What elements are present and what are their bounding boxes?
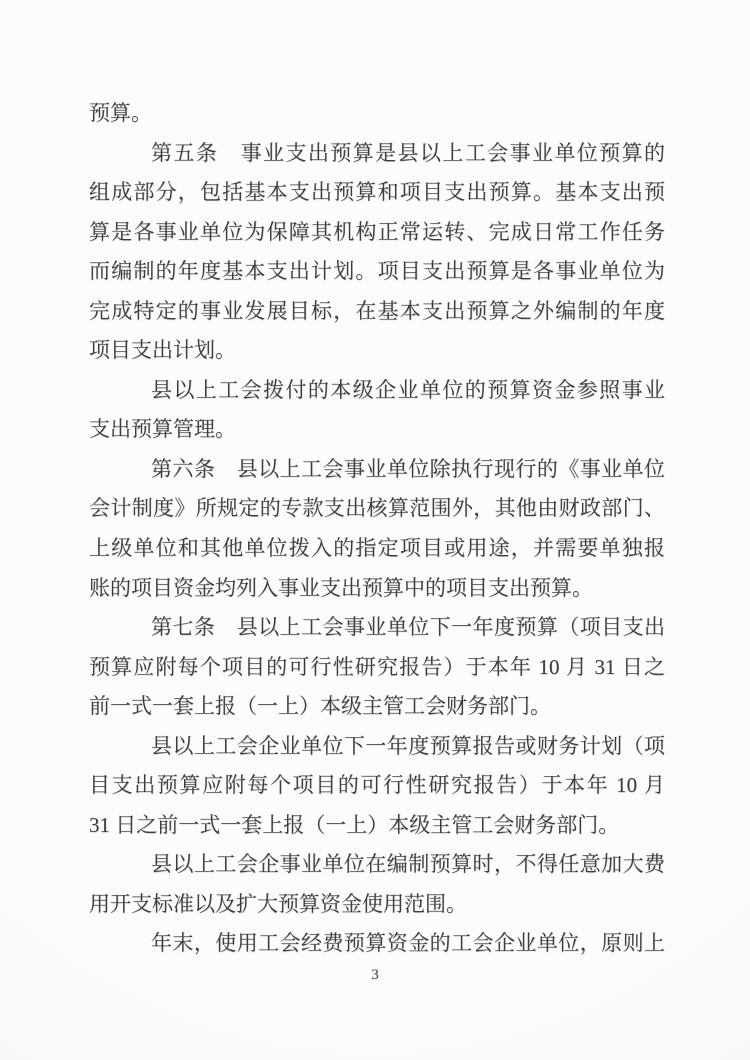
- text-line: 31 日之前一式一套上报（一上）本级主管工会财务部门。: [89, 812, 620, 837]
- text-line: 第六条 县以上工会事业单位除执行现行的《事业单位: [151, 456, 665, 481]
- text-line: 而编制的年度基本支出计划。项目支出预算是各事业单位为: [89, 259, 665, 284]
- document-text: [89, 94, 665, 964]
- text-line: 账的项目资金均列入事业支出预算中的项目支出预算。: [89, 575, 593, 600]
- text-line: 县以上工会拨付的本级企业单位的预算资金参照事业: [151, 377, 665, 402]
- text-line: 支出预算管理。: [89, 417, 236, 442]
- text-line: 目支出预算应附每个项目的可行性研究报告）于本年 10 月: [89, 773, 665, 798]
- text-line: 会计制度》所规定的专款支出核算范围外，其他由财政部门、: [89, 496, 665, 521]
- text-line: 预算。: [89, 101, 152, 125]
- text-line: 用开支标准以及扩大预算资金使用范围。: [89, 891, 467, 916]
- text-line: 上级单位和其他单位拨入的指定项目或用途，并需要单独报: [89, 536, 665, 561]
- text-line: 第七条 县以上工会事业单位下一年度预算（项目支出: [151, 615, 665, 640]
- text-line: 第五条 事业支出预算是县以上工会事业单位预算的: [151, 140, 665, 165]
- text-line: 年末，使用工会经费预算资金的工会企业单位，原则上: [151, 931, 665, 956]
- text-line: 预算应附每个项目的可行性研究报告）于本年 10 月 31 日之: [89, 654, 665, 679]
- text-line: 组成部分，包括基本支出预算和项目支出预算。基本支出预: [89, 180, 665, 205]
- text-line: 项目支出计划。: [89, 338, 236, 363]
- text-line: 算是各事业单位为保障其机构正常运转、完成日常工作任务: [89, 219, 665, 244]
- text-line: 县以上工会企事业单位在编制预算时，不得任意加大费: [151, 852, 665, 877]
- text-line: 完成特定的事业发展目标，在基本支出预算之外编制的年度: [89, 298, 665, 323]
- text-line: 县以上工会企业单位下一年度预算报告或财务计划（项: [151, 733, 665, 758]
- page-number: 3: [371, 967, 379, 983]
- text-line: 前一式一套上报（一上）本级主管工会财务部门。: [89, 694, 551, 719]
